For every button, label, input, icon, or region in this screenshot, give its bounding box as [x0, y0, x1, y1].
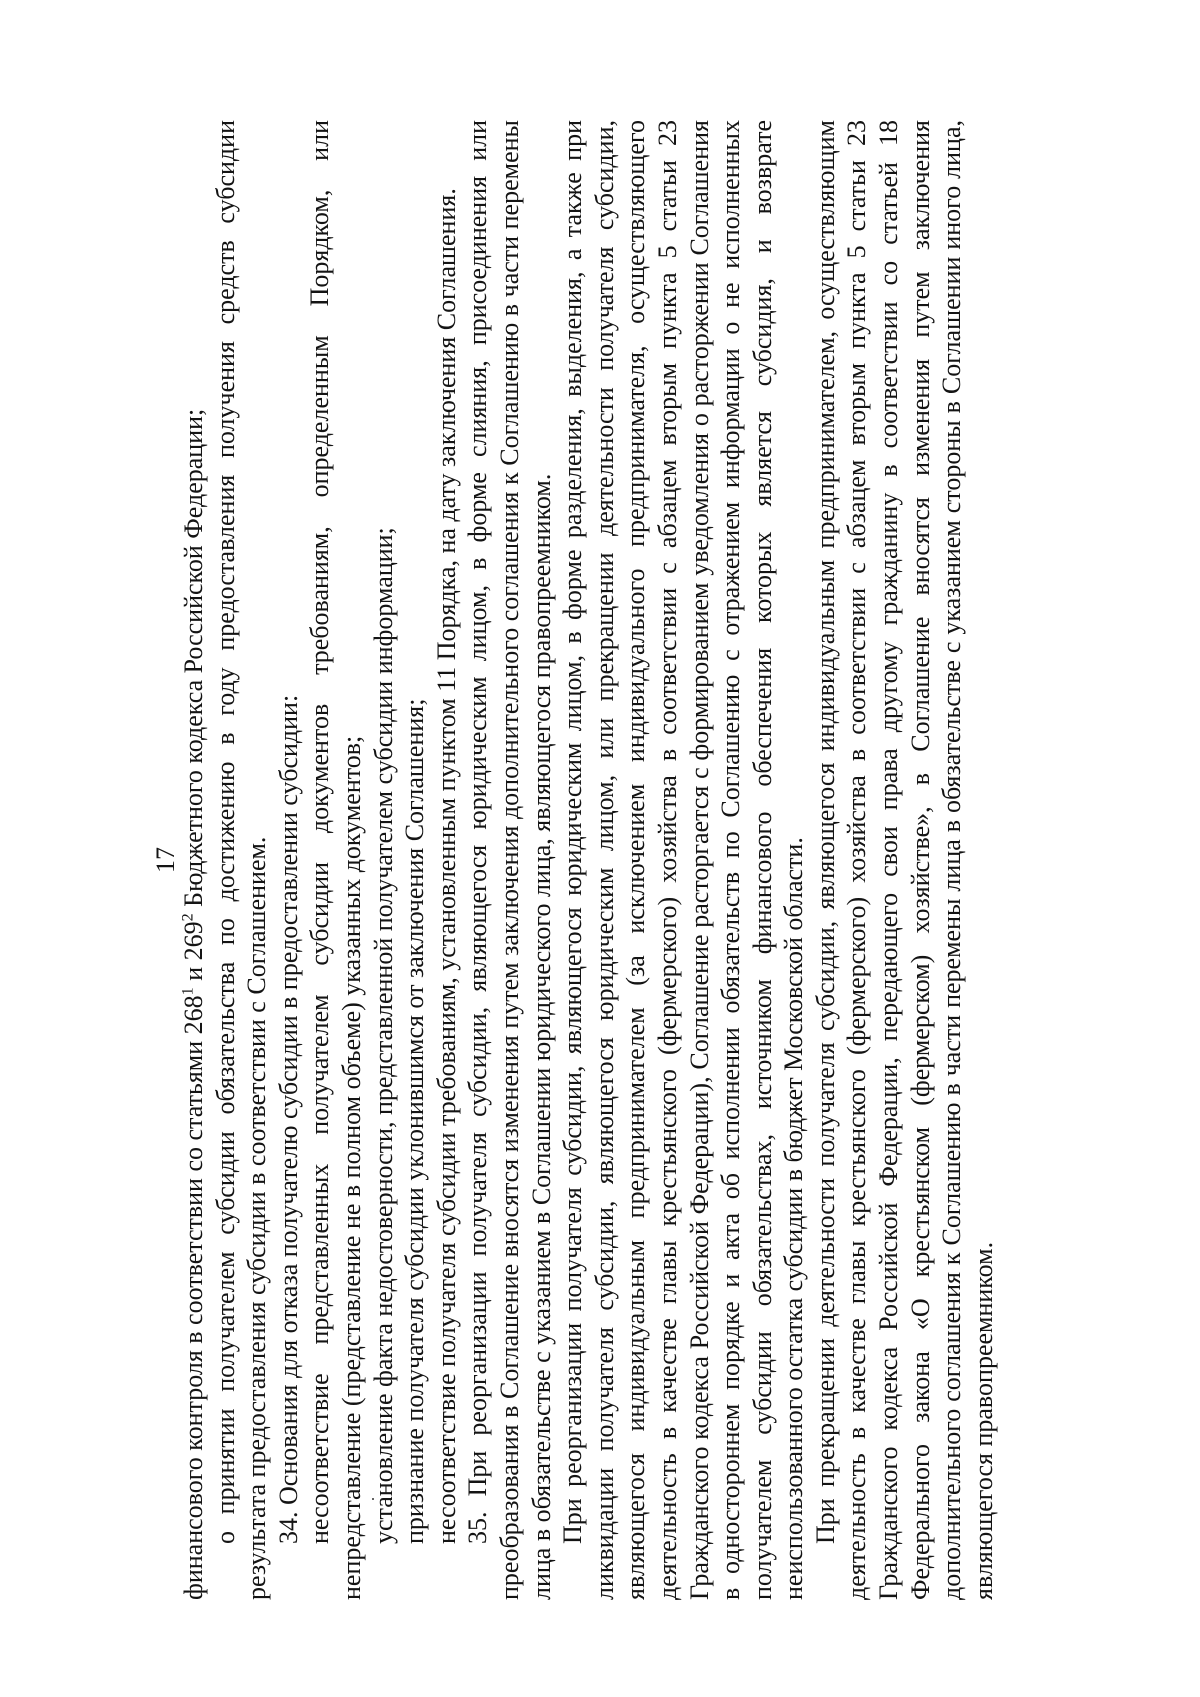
text-fragment: Бюджетного кодекса Российской Федерации;	[179, 408, 208, 914]
paragraph-9: При реорганизации получателя субсидии, являющегося юридическим лицом, в форме разделения, выделения, а также при ликвидации получателя субсидии, являющегося юридическим лицом, или прекращении деятельности получателя субсидии, являющегося индивидуальным предпринимателем (за исключением индивидуального предпринимателя, осуществляющего деятельность в качестве главы крестьянского (фермерского) хозяйства в соответствии с абзацем вторым пункта 5 статьи 23 Гражданского кодекса Российской Федерации), Соглашение расторгается с формированием уведомления о расторжении Соглашения в одностороннем порядке и акта об исполнении обязательств по Соглашению с отражением информации о не исполненных получателем субсидии обязательствах, источником финансового обеспечения которых является субсидия, и возврате неиспользованного остатка субсидии в бюджет Московской области.	[558, 120, 809, 1600]
paragraph-4: несоответствие представленных получателем субсидии документов требованиям, определенным Порядком, или непредставление (представление не в полном объеме) указанных документов;	[305, 120, 366, 1600]
paragraph-2: о принятии получателем субсидии обязательства по достижению в году предоставления получения средств субсидии результата предоставления субсидии в соответствии с Соглашением.	[210, 120, 272, 1600]
paragraph-10: При прекращении деятельности получателя субсидии, являющегося индивидуальным предпринимателем, осуществляющим деятельность в качестве главы крестьянского (фермерского) хозяйства в соответствии с абзацем вторым пункта 5 статьи 23 Гражданского кодекса Российской Федерации, передающего свои права другому гражданину в соответствии со статьей 18 Федерального закона «О крестьянском (фермерском) хозяйстве», в Соглашение вносятся изменения путем заключения дополнительного соглашения к Соглашению в части перемены лица в обязательстве с указанием стороны в Соглашении иного лица, являющегося правопреемником.	[810, 120, 998, 1600]
body-text	[178, 120, 999, 1600]
rotated-page-content	[150, 120, 1050, 1600]
superscript: 1	[179, 987, 197, 996]
paragraph-7: несоответствие получателя субсидии требованиям, установленным пунктом 11 Порядка, на дату заключения Соглашения.	[431, 188, 461, 1544]
superscript: 2	[179, 913, 197, 922]
paragraph-3: 34. Основания для отказа получателю субсидии в предоставлении субсидии:	[273, 694, 303, 1544]
text-fragment: и 269	[179, 921, 208, 988]
paragraph-8: 35. При реорганизации получателя субсидии, являющегося юридическим лицом, в форме слияния, присоединения или преобразования в Соглашение вносятся изменения путем заключения дополнительного соглашения к Соглашению в части перемены лица в обязательстве с указанием в Соглашении юридического лица, являющегося правопреемником.	[463, 120, 556, 1600]
text-fragment: финансового контроля в соответствии со статьями 268	[179, 995, 208, 1600]
page-number: 17	[151, 847, 180, 873]
paragraph-6: признание получателя субсидии уклонившимся от заключения Соглашения;	[400, 698, 430, 1544]
paragraph-1	[178, 120, 210, 1600]
paragraph-5: установление факта недостоверности, представленной получателем субсидии информации;	[368, 527, 398, 1544]
